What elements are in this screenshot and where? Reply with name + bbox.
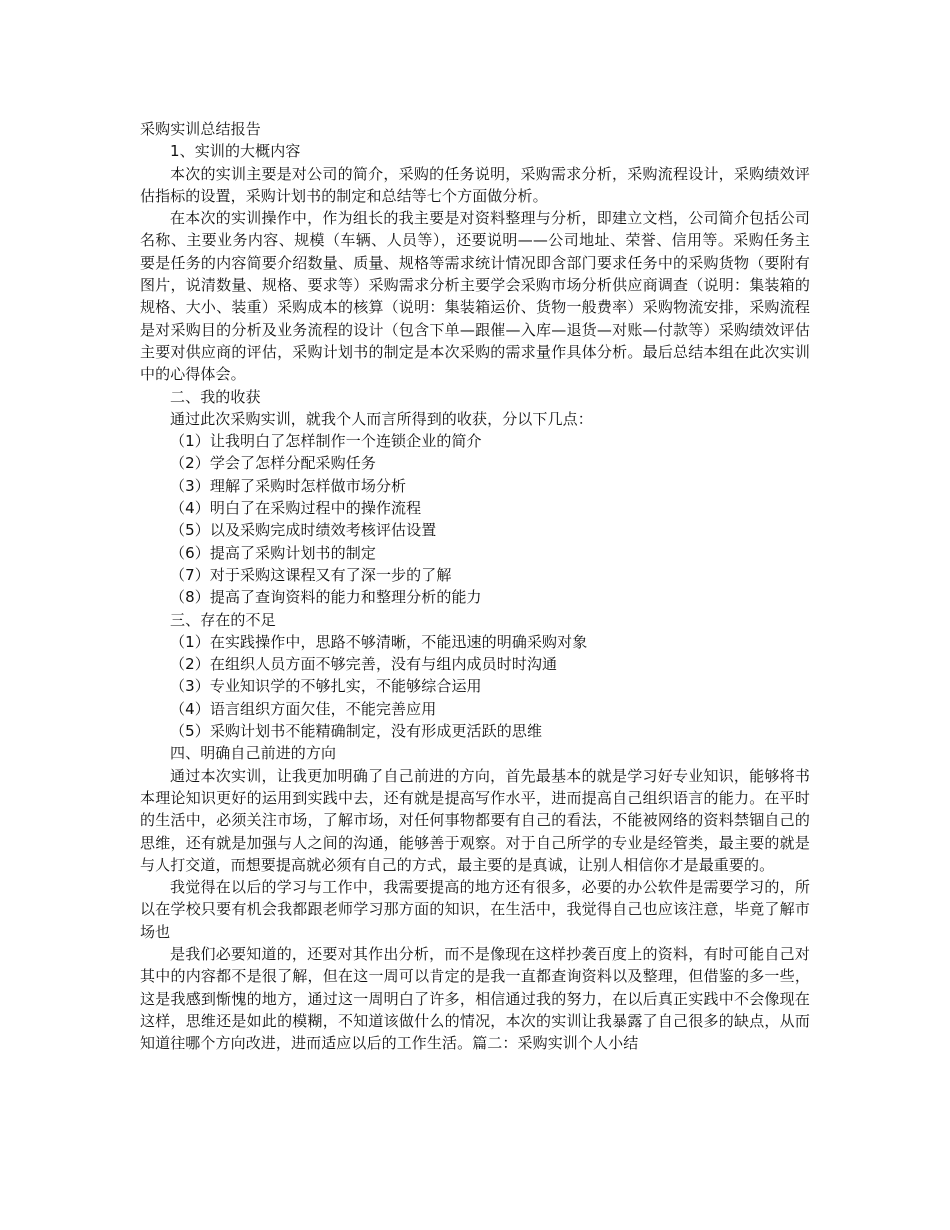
section-2-list <box>140 430 810 608</box>
list-item: （6）提高了采购计划书的制定 <box>170 543 376 562</box>
section-1-heading: 1、实训的大概内容 <box>170 142 301 161</box>
list-item: （7）对于采购这课程又有了深一步的了解 <box>170 565 452 584</box>
section-4-paragraph-2: 我觉得在以后的学习与工作中，我需要提高的地方还有很多，必要的办公软件是需要学习的，所以在学校只要有机会我都跟老师学习那方面的知识，在生活中，我觉得自己也应该注意，毕竟了解市场也 <box>140 878 810 941</box>
document-title: 采购实训总结报告 <box>140 120 261 138</box>
section-2-intro: 通过此次采购实训，就我个人而言所得到的收获，分以下几点： <box>170 409 593 428</box>
list-item: （5）以及采购完成时绩效考核评估设置 <box>170 521 437 540</box>
list-item: （4）明白了在采购过程中的操作流程 <box>170 499 422 518</box>
list-item: （1）让我明白了怎样制作一个连锁企业的简介 <box>170 432 482 451</box>
list-item: （2）学会了怎样分配采购任务 <box>170 454 376 473</box>
section-3-heading: 三、存在的不足 <box>170 610 276 629</box>
section-2-heading: 二、我的收获 <box>170 387 261 406</box>
list-item: （5）采购计划书不能精确制定，没有形成更活跃的思维 <box>170 722 543 741</box>
document-page <box>140 118 810 1054</box>
section-4-heading: 四、明确自己前进的方向 <box>170 744 337 763</box>
list-item: （1）在实践操作中，思路不够清晰，不能迅速的明确采购对象 <box>170 632 588 651</box>
section-4-paragraph-3: 是我们必要知道的，还要对其作出分析，而不是像现在这样抄袭百度上的资料，有时可能自己对其中的内容都不是很了解，但在这一周可以肯定的是我一直都查询资料以及整理，但借鉴的多一些，这是我感到惭愧的地方，通过这一周明白了许多，相信通过我的努力，在以后真正实践中不会像现在这样，思维还是如此的模糊，不知道该做什么的情况，本次的实训让我暴露了自己很多的缺点，从而知道往哪个方向改进，进而适应以后的工作生活。篇二：采购实训个人小结 <box>140 944 810 1053</box>
section-1-paragraph-2: 在本次的实训操作中，作为组长的我主要是对资料整理与分析，即建立文档，公司简介包括公司名称、主要业务内容、规模（车辆、人员等），还要说明——公司地址、荣誉、信用等。采购任务主要是任务的内容简要介绍数量、质量、规格等需求统计情况即含部门要求任务中的采购货物（要附有图片，说清数量、规格、要求等）采购需求分析主要学会采购市场分析供应商调查（说明：集装箱的规格、大小、装重）采购成本的核算（说明：集装箱运价、货物一般费率）采购物流安排，采购流程是对采购目的分析及业务流程的设计（包含下单—跟催—入库—退货—对账—付款等）采购绩效评估主要对供应商的评估，采购计划书的制定是本次采购的需求量作具体分析。最后总结本组在此次实训中的心得体会。 <box>140 209 810 384</box>
section-4-paragraph-1: 通过本次实训，让我更加明确了自己前进的方向，首先最基本的就是学习好专业知识，能够将书本理论知识更好的运用到实践中去，还有就是提高写作水平，进而提高自己组织语言的能力。在平时的生活中，必须关注市场，了解市场，对任何事物都要有自己的看法，不能被网络的资料禁锢自己的思维，还有就是加强与人之间的沟通，能够善于观察。对于自己所学的专业是经管类，最主要的就是与人打交道，而想要提高就必须有自己的方式，最主要的是真诚，让别人相信你才是最重要的。 <box>140 766 810 874</box>
list-item: （4）语言组织方面欠佳，不能完善应用 <box>170 699 437 718</box>
section-3-list <box>140 631 810 742</box>
list-item: （3）专业知识学的不够扎实，不能够综合运用 <box>170 677 482 696</box>
list-item: （8）提高了查询资料的能力和整理分析的能力 <box>170 588 482 607</box>
section-1-paragraph-1: 本次的实训主要是对公司的简介，采购的任务说明，采购需求分析，采购流程设计，采购绩效评估指标的设置，采购计划书的制定和总结等七个方面做分析。 <box>140 164 810 205</box>
list-item: （2）在组织人员方面不够完善，没有与组内成员时时沟通 <box>170 655 558 674</box>
list-item: （3）理解了采购时怎样做市场分析 <box>170 476 407 495</box>
